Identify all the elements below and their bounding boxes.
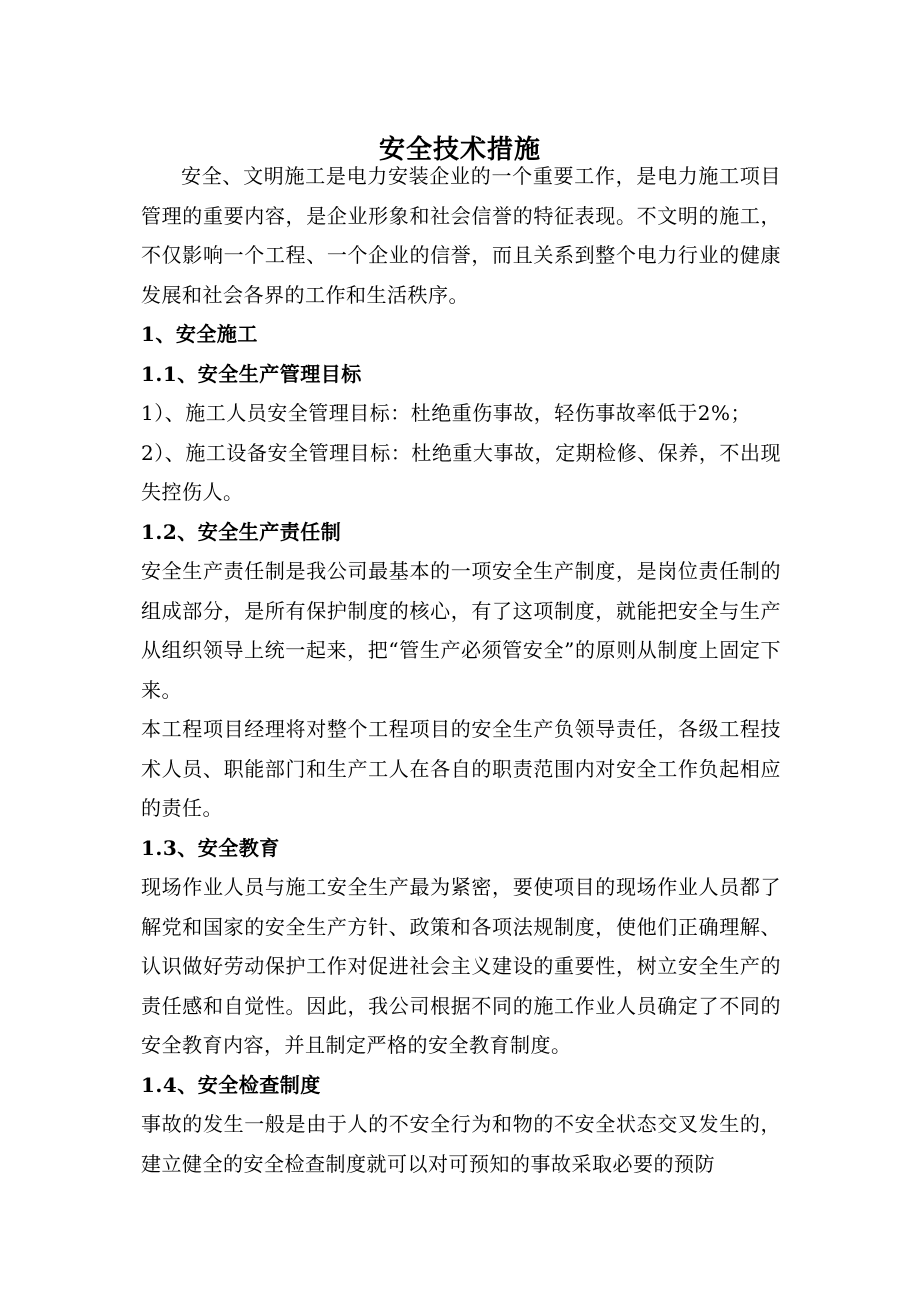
education-paragraph: 现场作业人员与施工安全生产最为紧密，要使项目的现场作业人员都了解党和国家的安全生产方针、政策和各项法规制度，使他们正确理解、认识做好劳动保护工作对促进社会主义建设的重要性，树立安全生产的责任感和自觉性。因此，我公司根据不同的施工作业人员确定了不同的安全教育内容，并且制定严格的安全教育制度。 [141, 875, 781, 1057]
list-item-goal-1: 1）、施工人员安全管理目标：杜绝重伤事故，轻伤事故率低于2%； [141, 401, 751, 425]
responsibility-paragraph-2: 本工程项目经理将对整个工程项目的安全生产负领导责任，各级工程技术人员、职能部门和生产工人在各自的职责范围内对安全工作负起相应的责任。 [141, 717, 781, 820]
intro-paragraph: 安全、文明施工是电力安装企业的一个重要工作，是电力施工项目管理的重要内容，是企业形象和社会信誉的特征表现。不文明的施工，不仅影响一个工程、一个企业的信誉，而且关系到整个电力行业的健康发展和社会各界的工作和生活秩序。 [141, 164, 781, 307]
section-heading-1-3: 1.3、安全教育 [141, 835, 280, 860]
responsibility-paragraph-1: 安全生产责任制是我公司最基本的一项安全生产制度，是岗位责任制的组成部分，是所有保护制度的核心，有了这项制度，就能把安全与生产从组织领导上统一起来，把“管生产必须管安全”的原则从制度上固定下来。 [141, 559, 781, 702]
section-heading-1-4: 1.4、安全检查制度 [141, 1072, 321, 1097]
section-heading-1-1: 1.1、安全生产管理目标 [141, 361, 362, 386]
document-body [141, 157, 781, 1184]
inspection-paragraph: 事故的发生一般是由于人的不安全行为和物的不安全状态交叉发生的，建立健全的安全检查制度就可以对可预知的事故采取必要的预防 [141, 1112, 781, 1176]
section-heading-1: 1、安全施工 [141, 322, 258, 346]
list-item-goal-2: 2）、施工设备安全管理目标：杜绝重大事故，定期检修、保养，不出现失控伤人。 [141, 440, 781, 504]
document-title: 安全技术措施 [378, 135, 541, 166]
section-heading-1-2: 1.2、安全生产责任制 [141, 519, 342, 544]
